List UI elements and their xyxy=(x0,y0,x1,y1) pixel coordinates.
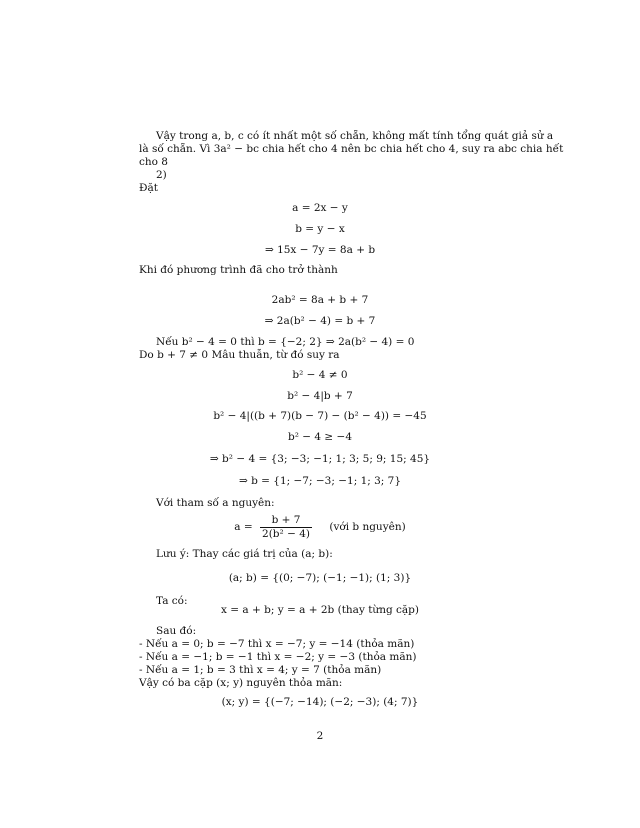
equation: b² − 4|((b + 7)(b − 7) − (b² − 4)) = −45 xyxy=(213,410,427,422)
paragraph-line: cho 8 xyxy=(139,156,168,168)
section-label: 2) xyxy=(156,169,167,181)
list-item: - Nếu a = 0; b = −7 thì x = −7; y = −14 (thỏa mãn) xyxy=(139,638,415,650)
paragraph-line: Vậy trong a, b, c có ít nhất một số chẵn, không mất tính tổng quát giả sử a xyxy=(156,130,554,142)
text-line: Ta có: xyxy=(156,595,188,607)
fraction-note: (với b nguyên) xyxy=(329,521,406,533)
text-line: Đặt xyxy=(139,182,158,194)
list-item: - Nếu a = 1; b = 3 thì x = 4; y = 7 (thỏa mãn) xyxy=(139,664,382,676)
equation: b = y − x xyxy=(295,223,345,235)
fraction-lhs: a = xyxy=(234,521,253,533)
equation: a = 2x − y xyxy=(292,202,348,214)
text-line: Khi đó phương trình đã cho trở thành xyxy=(139,264,338,276)
fraction-numerator: b + 7 xyxy=(271,514,301,526)
equation: b² − 4|b + 7 xyxy=(287,390,353,402)
fraction xyxy=(260,514,312,541)
text-line: Sau đó: xyxy=(156,625,197,637)
text-line: Với tham số a nguyên: xyxy=(156,497,275,509)
equation: ⇒ b = {1; −7; −3; −1; 1; 3; 7} xyxy=(238,475,402,487)
paragraph-line: là số chẵn. Vì 3a² − bc chia hết cho 4 nên bc chia hết cho 4, suy ra abc chia hết xyxy=(139,143,564,155)
text-line: Nếu b² − 4 = 0 thì b = {−2; 2} ⇒ 2a(b² − 4) = 0 xyxy=(156,336,415,348)
fraction-equation xyxy=(0,514,640,541)
equation: b² − 4 ≥ −4 xyxy=(287,431,353,443)
text-line: Do b + 7 ≠ 0 Mâu thuẫn, từ đó suy ra xyxy=(139,349,340,361)
fraction-denominator: 2(b² − 4) xyxy=(262,528,310,540)
equation: b² − 4 ≠ 0 xyxy=(292,369,348,381)
page-number: 2 xyxy=(316,730,324,742)
text-line: Vậy có ba cặp (x; y) nguyên thỏa mãn: xyxy=(139,677,343,689)
equation: (x; y) = {(−7; −14); (−2; −3); (4; 7)} xyxy=(221,696,419,708)
list-item: - Nếu a = −1; b = −1 thì x = −2; y = −3 (thỏa mãn) xyxy=(139,651,417,663)
equation: x = a + b; y = a + 2b (thay từng cặp) xyxy=(221,604,419,616)
equation: (a; b) = {(0; −7); (−1; −1); (1; 3)} xyxy=(228,572,412,584)
equation: ⇒ 15x − 7y = 8a + b xyxy=(264,244,376,256)
text-line: Lưu ý: Thay các giá trị của (a; b): xyxy=(156,548,333,560)
equation: ⇒ 2a(b² − 4) = b + 7 xyxy=(264,315,376,327)
equation: ⇒ b² − 4 = {3; −3; −1; 1; 3; 5; 9; 15; 45} xyxy=(209,453,431,465)
equation: 2ab² = 8a + b + 7 xyxy=(271,294,369,306)
